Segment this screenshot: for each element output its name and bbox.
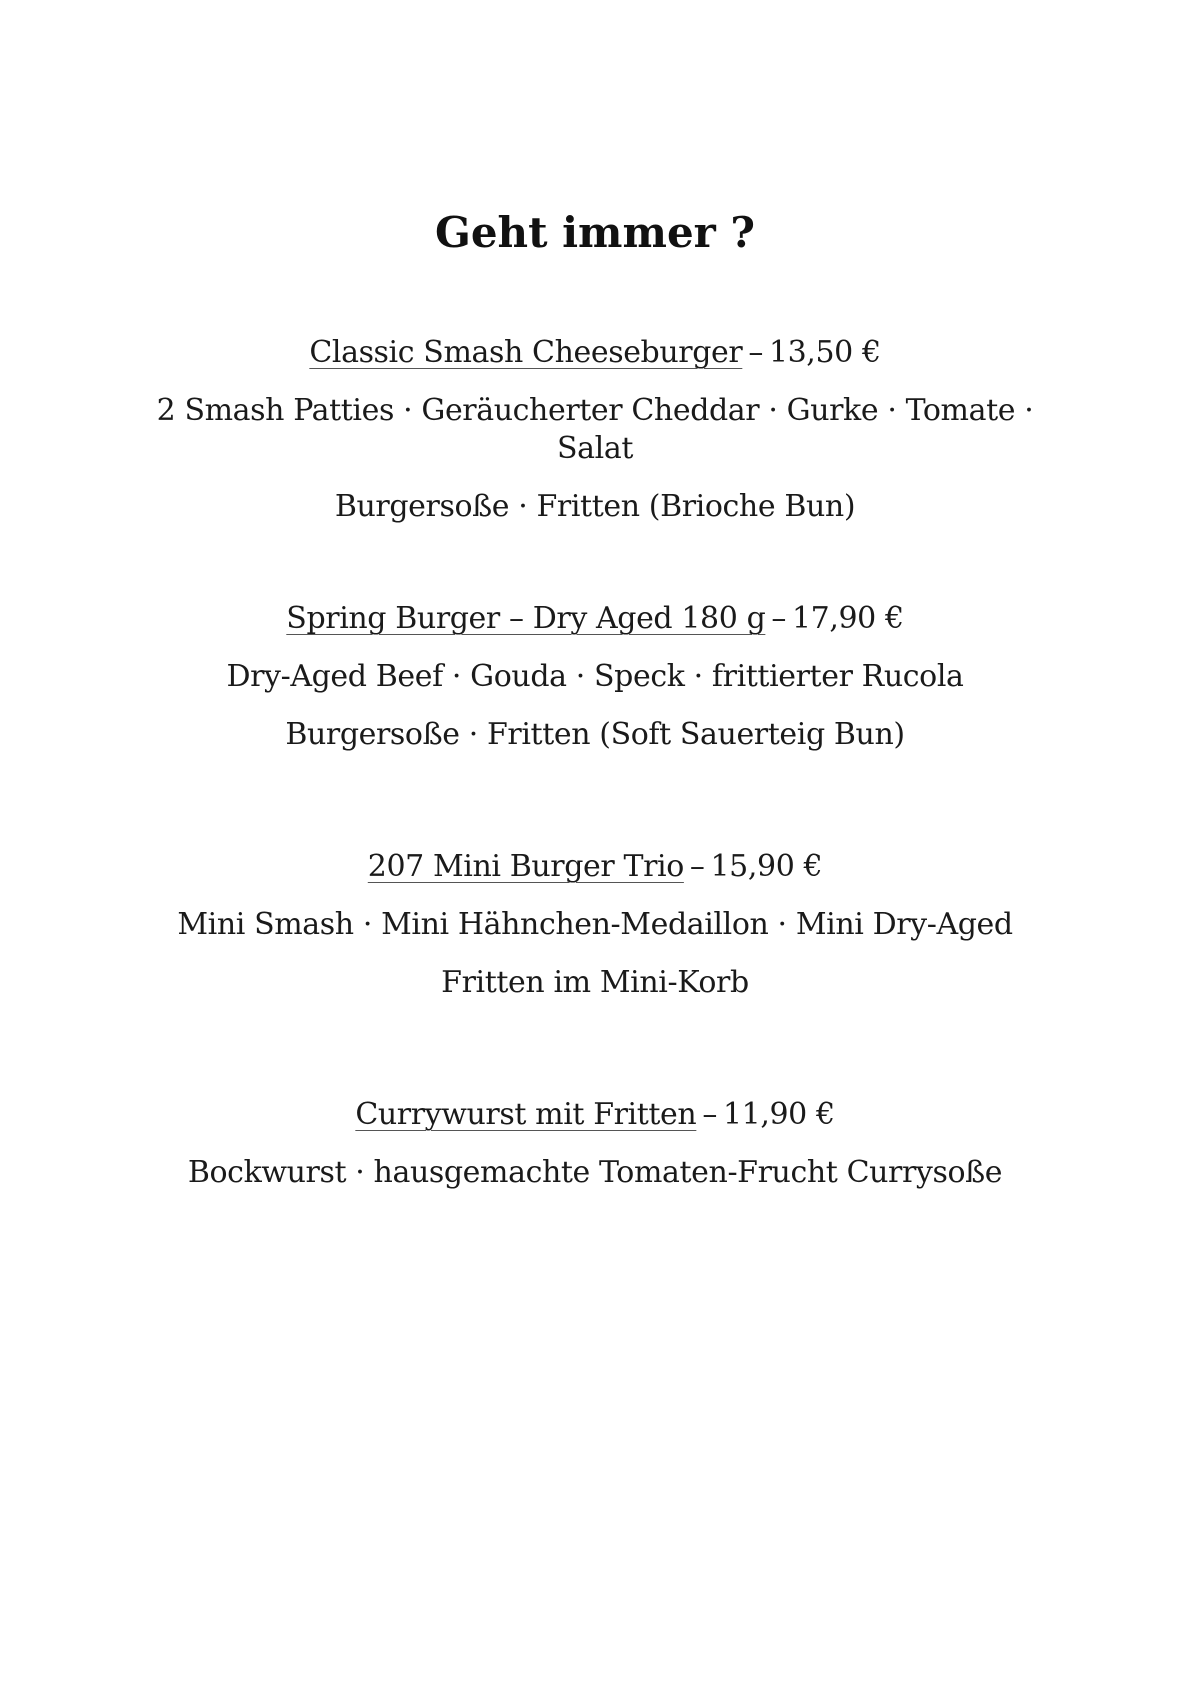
menu-item-name: Spring Burger – Dry Aged 180 g <box>286 601 766 636</box>
menu-item-separator: – <box>771 601 786 636</box>
menu-item-separator: – <box>702 1097 717 1132</box>
menu-item-description: Mini Smash · Mini Hähnchen-Medaillon · Mini Dry-Aged <box>177 907 1013 942</box>
menu-item-description: 2 Smash Patties · Geräucherter Cheddar · Gurke · Tomate · Salat <box>156 393 1034 466</box>
menu-item-name: 207 Mini Burger Trio <box>367 849 684 884</box>
menu-item <box>115 1096 1075 1192</box>
menu-item-separator: – <box>748 335 763 370</box>
menu-item-description: Fritten im Mini-Korb <box>441 965 749 1000</box>
menu-item-heading <box>115 848 1075 886</box>
menu-item-heading <box>115 1096 1075 1134</box>
menu-item-price: 15,90 € <box>710 849 823 884</box>
menu-item <box>115 334 1075 526</box>
menu-item-description: Dry-Aged Beef · Gouda · Speck · frittierter Rucola <box>226 659 964 694</box>
menu-item-description: Bockwurst · hausgemachte Tomaten-Frucht Currysoße <box>187 1155 1003 1190</box>
menu-item-price: 11,90 € <box>722 1097 835 1132</box>
menu-item-price: 13,50 € <box>768 335 881 370</box>
menu-item-description: Burgersoße · Fritten (Brioche Bun) <box>334 489 856 524</box>
page-title: Geht immer ? <box>434 208 756 257</box>
menu-item-description: Burgersoße · Fritten (Soft Sauerteig Bun) <box>285 717 905 752</box>
menu-item <box>115 848 1075 1002</box>
menu-item <box>115 600 1075 754</box>
menu-item-heading <box>115 600 1075 638</box>
menu-item-heading <box>115 334 1075 372</box>
menu-item-separator: – <box>689 849 705 884</box>
menu-item-name: Classic Smash Cheeseburger <box>309 335 743 370</box>
menu-item-price: 17,90 € <box>791 601 904 636</box>
menu-item-name: Currywurst mit Fritten <box>355 1097 697 1132</box>
